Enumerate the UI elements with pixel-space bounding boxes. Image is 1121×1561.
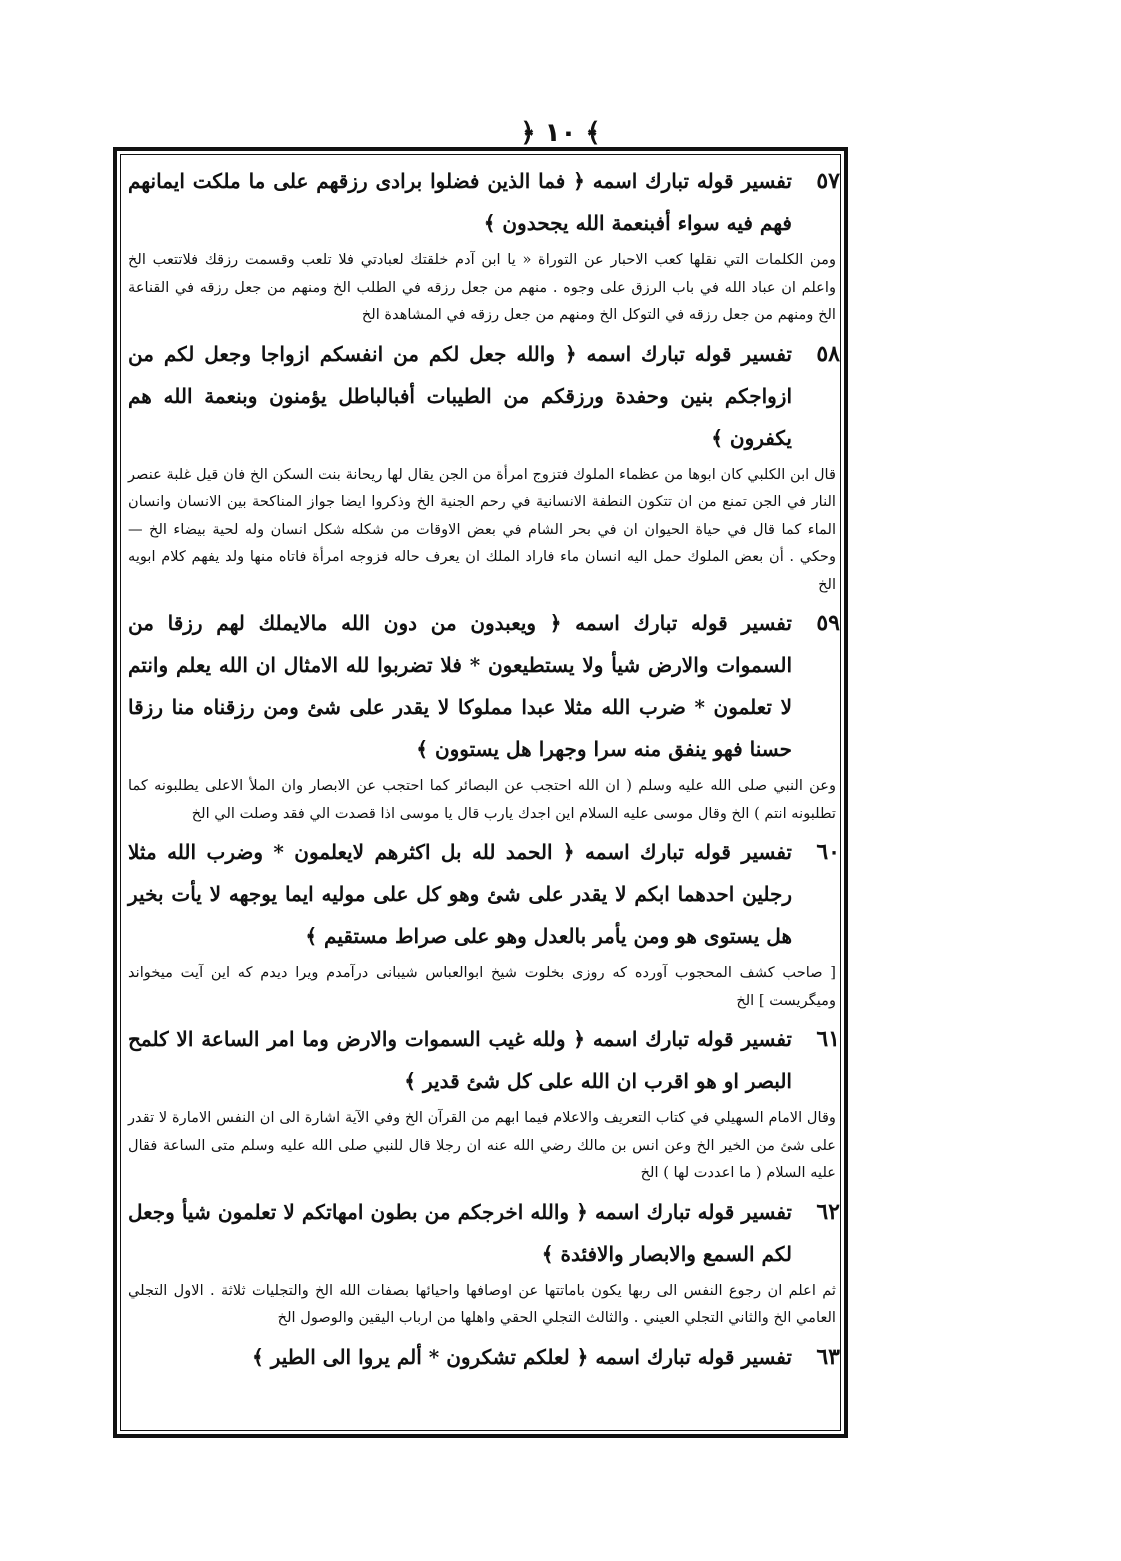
verse-text: تفسير قوله تبارك اسمه ﴿ والله اخرجكم من بطون امهاتكم لا تعلمون شيأ وجعل لكم السمع والابصار والافئدة ﴾ [128, 1199, 793, 1266]
entry-59 [128, 602, 840, 827]
commentary-text: قال ابن الكلبي كان ابوها من عظماء الملوك فتزوج امرأة من الجن يقال لها ريحانة بنت السكن الخ فان قيل غلبة عنصر النار في الجن تمنع من ان تتكون النطفة الانسانية في رحم الجنية الخ وذكروا ايضا جواز المناكحة بين الانسان وانسان الماء كما قال في حياة الحيوان ان في بحر الشام في بعض الاوقات من شكله شكل انسان وله لحية بيضاء الخ — وحكي . أن بعض الملوك حمل اليه انسان ماء فاراد الملك ان يعرف حاله فزوجه امرأة فاتاه منها ولد يفهم كلام ابويه الخ [128, 465, 836, 593]
verse-text: تفسير قوله تبارك اسمه ﴿ ويعبدون من دون الله مالايملك لهم رزقا من السموات والارض شيأ ولا يستطيعون * فلا تضربوا لله الامثال ان الله يعلم وانتم لا تعلمون * ضرب الله مثلا عبدا مملوكا لا يقدر على شئ ومن رزقناه منا رزقا حسنا فهو ينفق منه سرا وجهرا هل يستوون ﴾ [128, 611, 792, 761]
verse-heading [128, 1336, 840, 1378]
verse-number: ٥٨ [816, 340, 840, 367]
verse-number: ٦٢ [816, 1198, 840, 1225]
verse-heading [128, 1191, 840, 1275]
page-number: ﴿ ١٠ ﴾ [520, 118, 601, 148]
entry-62 [128, 1191, 840, 1332]
verse-text: تفسير قوله تبارك اسمه ﴿ الحمد لله بل اكثرهم لايعلمون * وضرب الله مثلا رجلين احدهما ابكم لا يقدر على شئ وهو كل على موليه ايما يوجهه لا يأت بخير هل يستوى هو ومن يأمر بالعدل وهو على صراط مستقيم ﴾ [128, 840, 792, 948]
verse-number: ٥٩ [816, 610, 840, 636]
commentary-text: وقال الامام السهيلي في كتاب التعريف والاعلام فيما ابهم من القرآن الخ وفي الآية اشارة الى ان النفس الامارة لا تقدر على شئ من الخير الخ وعن انس بن مالك رضي الله عنه ان رجلا قال للنبي صلى الله عليه وسلم متى الساعة فقال عليه السلام ( ما اعددت لها ) الخ [128, 1109, 836, 1181]
verse-number: ٦٣ [816, 1343, 840, 1370]
commentary-text: ومن الكلمات التي نقلها كعب الاحبار عن التوراة « يا ابن آدم خلقتك لعبادتي فلا تلعب وقسمت رزقك فلاتتعب الخ واعلم ان عباد الله في باب الرزق على وجوه . منهم من جعل رزقه في الطلب الخ ومنهم من جعل رزقه في القناعة الخ ومنهم من جعل رزقه في التوكل الخ ومنهم من جعل رزقه في المشاهدة الخ [128, 251, 836, 323]
page-body [128, 160, 840, 1428]
verse-text: تفسير قوله تبارك اسمه ﴿ فما الذين فضلوا برادى رزقهم على ما ملكت ايمانهم فهم فيه سواء أفبنعمة الله يجحدون ﴾ [128, 169, 792, 235]
commentary-text: ثم اعلم ان رجوع النفس الى ربها يكون باماتتها عن اوصافها واحيائها بصفات الله الخ والتجليات ثلاثة . الاول التجلي العامي الخ والثاني التجلي العيني . والثالث التجلي الحقي واهلها من ارباب اليقين والوصول الخ [128, 1281, 836, 1326]
verse-text: تفسير قوله تبارك اسمه ﴿ والله جعل لكم من انفسكم ازواجا وجعل لكم من ازواجكم بنين وحفدة ورزقكم من الطيبات أفبالباطل يؤمنون وبنعمة الله هم يكفرون ﴾ [128, 341, 793, 450]
verse-number: ٥٧ [816, 168, 840, 194]
commentary-text: [ صاحب كشف المحجوب آورده كه روزى بخلوت شيخ ابوالعباس شيبانى درآمدم ويرا ديدم كه اين آيت ميخواند وميگريست ] الخ [128, 964, 836, 1009]
verse-text: تفسير قوله تبارك اسمه ﴿ ولله غيب السموات والارض وما امر الساعة الا كلمح البصر او هو اقرب ان الله على كل شئ قدير ﴾ [128, 1027, 792, 1093]
verse-heading [128, 602, 840, 770]
commentary-text: وعن النبي صلى الله عليه وسلم ( ان الله احتجب عن البصائر كما احتجب عن الابصار وان الملأ الاعلى يطلبونه كما تطلبونه انتم ) الخ وقال موسى عليه السلام اين اجدك يارب قال يا موسى اذا قصدت الي فقد وصلت الي الخ [128, 777, 836, 822]
entry-58 [128, 333, 840, 599]
verse-text: تفسير قوله تبارك اسمه ﴿ لعلكم تشكرون * ألم يروا الى الطير ﴾ [252, 1344, 792, 1369]
verse-number: ٦١ [816, 1026, 840, 1052]
verse-heading [128, 1018, 840, 1102]
verse-heading [128, 333, 840, 459]
entry-63 [128, 1336, 840, 1378]
entry-60 [128, 831, 840, 1014]
verse-heading [128, 831, 840, 957]
verse-number: ٦٠ [816, 839, 840, 865]
entry-61 [128, 1018, 840, 1187]
entry-57 [128, 160, 840, 329]
verse-heading [128, 160, 840, 244]
